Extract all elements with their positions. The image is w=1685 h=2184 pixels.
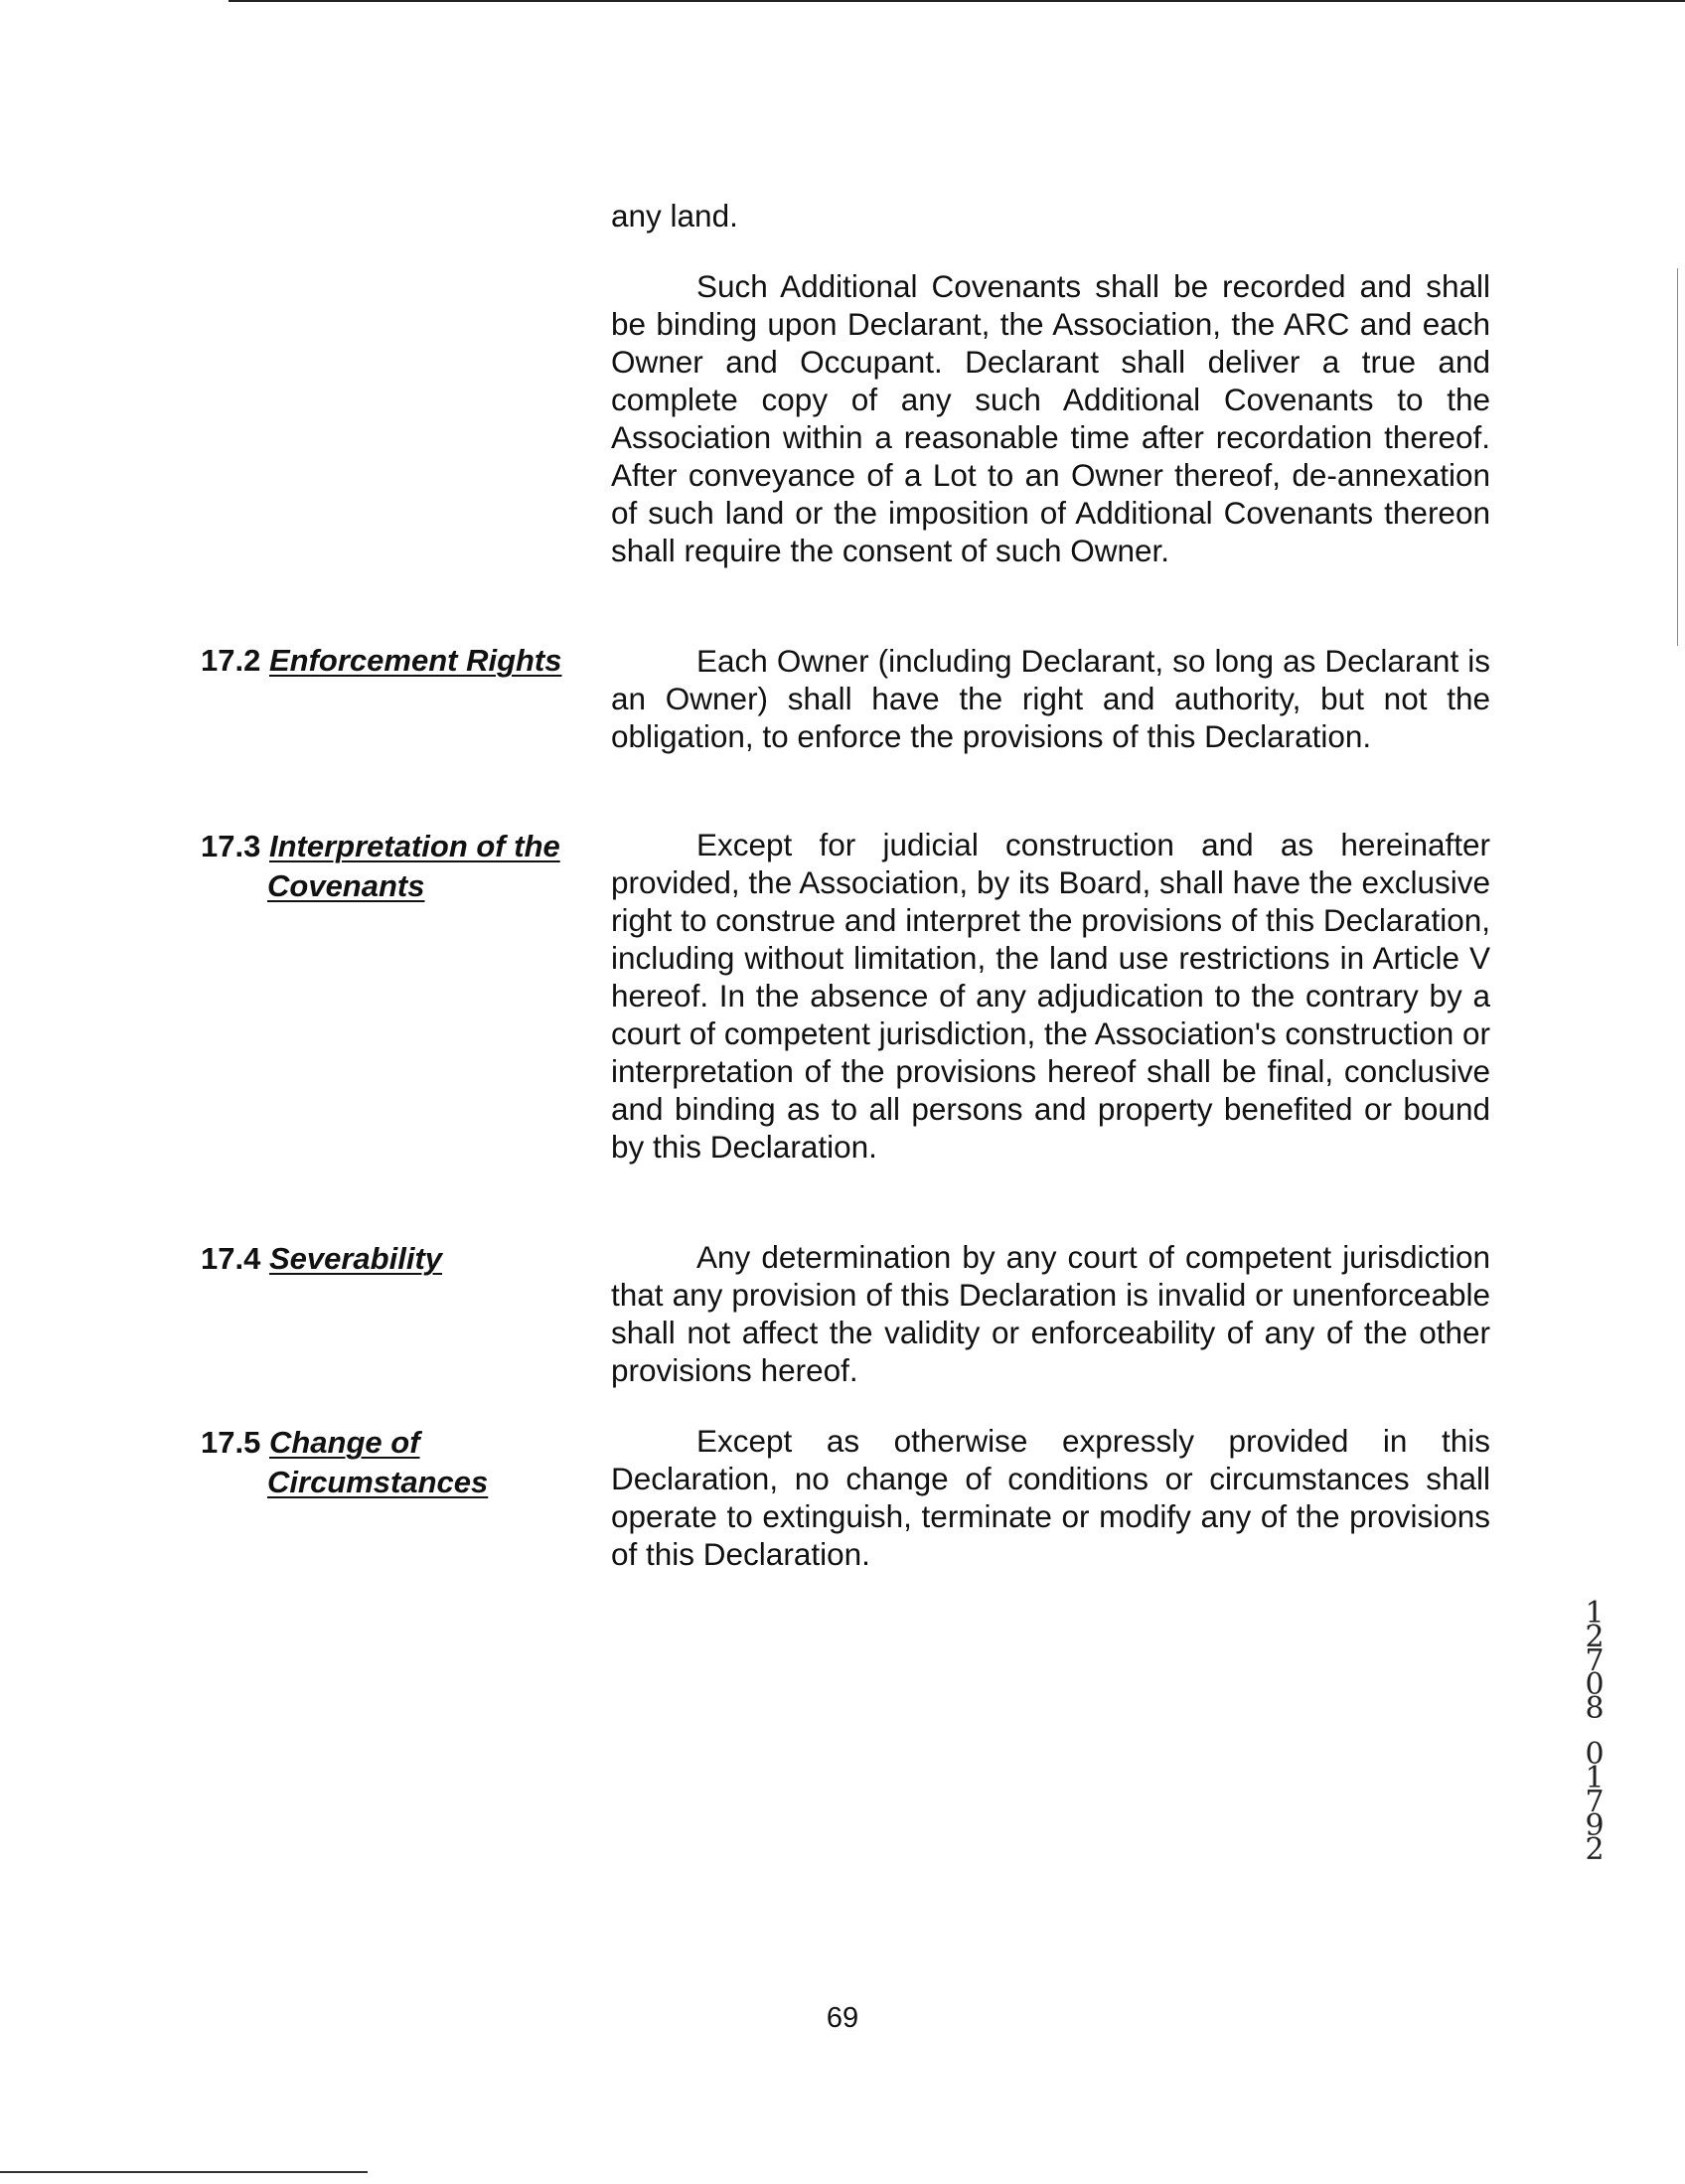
- section-text-17-2: Each Owner (including Declarant, so long as Declarant is an Owner) shall have the right and authority, but not the obligation, to enforce the provisions of this Declaration.: [611, 643, 1490, 754]
- section-title: Change of: [268, 1425, 420, 1460]
- continuation-paragraph: Such Additional Covenants shall be recorded and shall be binding upon Declarant, the Association, the ARC and each Owner and Occupant. Declarant shall deliver a true and complete copy of any such Additional Covenants to the Association within a reasonable time after recordation thereof. After conveyance of a Lot to an Owner thereof, de-annexation of such land or the imposition of Additional Covenants thereon shall require the consent of such Owner.: [611, 268, 1490, 568]
- section-title-continued: Covenants: [267, 868, 425, 903]
- section-heading-17-4: [201, 1239, 588, 1279]
- section-number: 17.4: [201, 1241, 261, 1276]
- section-text-17-3: Except for judicial construction and as hereinafter provided, the Association, by its Board, shall have the exclusive right to construe and interpret the provisions of this Declaration, including without limitation, the land use restrictions in Article V hereof. In the absence of any adjudication to the contrary by a court of competent jurisdiction, the Association's construction or interpretation of the provisions hereof shall be final, conclusive and binding as to all persons and property benefited or bound by this Declaration.: [611, 827, 1490, 1165]
- section-heading-17-2: [201, 641, 588, 681]
- scan-edge-mark: [1677, 268, 1678, 646]
- continuation-line: any land.: [611, 198, 738, 234]
- section-title: Enforcement Rights: [268, 643, 562, 678]
- stamp-book-number: 12708: [1585, 1596, 1605, 1726]
- bottom-border-line: [0, 2171, 368, 2173]
- section-title-continued: Circumstances: [267, 1465, 489, 1499]
- section-title: Interpretation of the: [268, 829, 560, 863]
- stamp-page-number: 01792: [1585, 1737, 1605, 1867]
- section-title: Severability: [268, 1241, 443, 1276]
- top-border-line: [229, 0, 1685, 2]
- section-number: 17.2: [201, 643, 261, 678]
- section-heading-17-3: [201, 827, 588, 906]
- page-number: 69: [826, 2002, 859, 2034]
- recording-stamp: [1582, 1596, 1608, 1867]
- section-number: 17.3: [201, 829, 261, 863]
- section-text-17-5: Except as otherwise expressly provided in this Declaration, no change of conditions or circumstances shall operate to extinguish, terminate or modify any of the provisions of this Declaration.: [611, 1423, 1490, 1572]
- section-number: 17.5: [201, 1425, 261, 1460]
- section-text-17-4: Any determination by any court of competent jurisdiction that any provision of this Declaration is invalid or unenforceable shall not affect the validity or enforceability of any of the other provisions hereof.: [611, 1239, 1490, 1388]
- section-heading-17-5: [201, 1423, 588, 1502]
